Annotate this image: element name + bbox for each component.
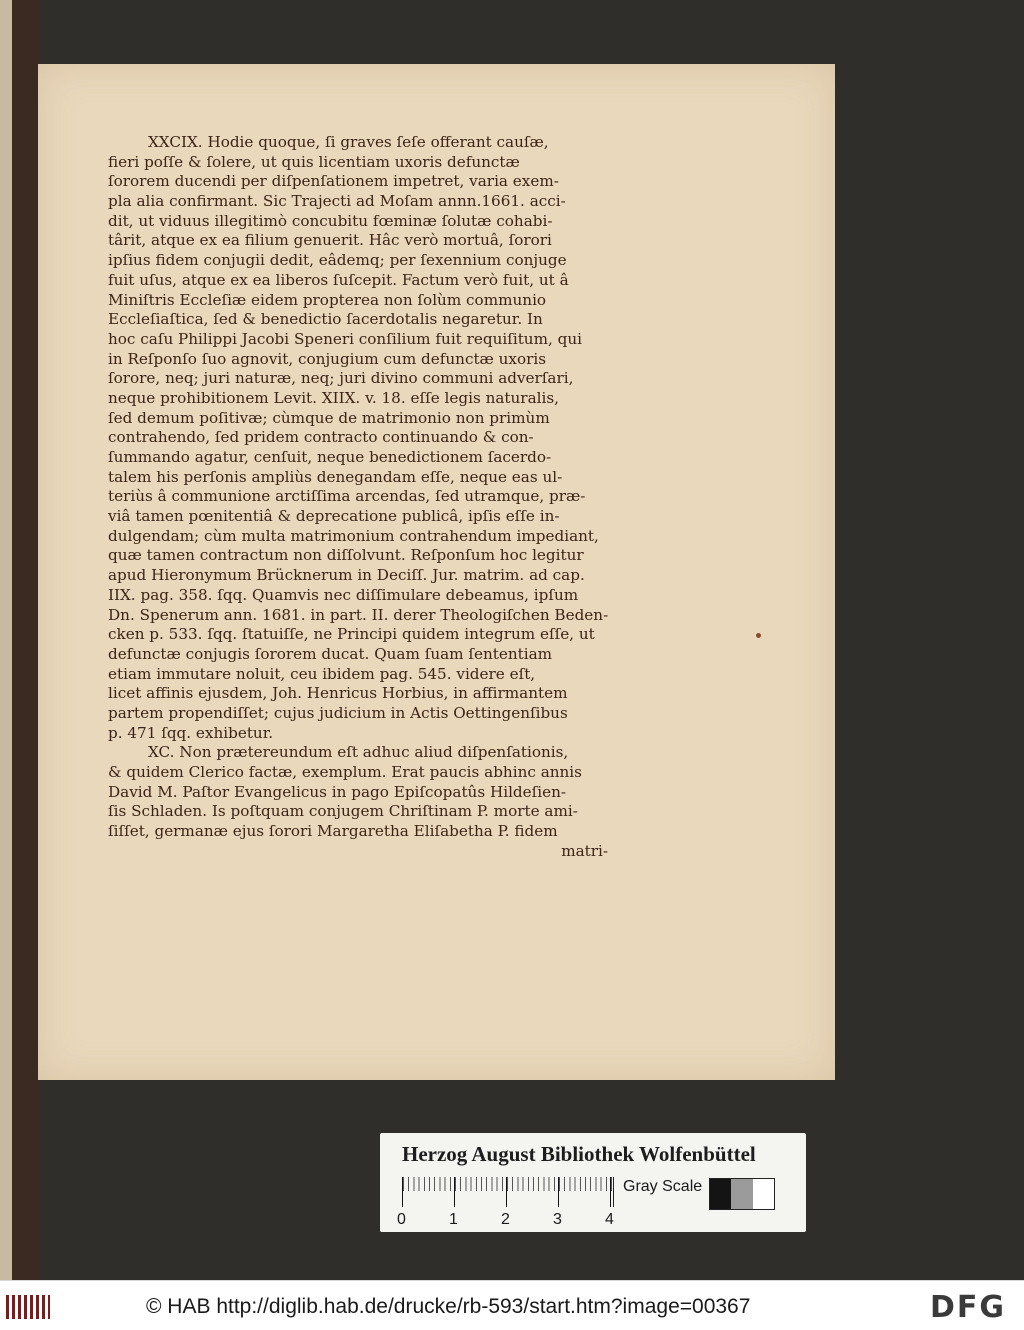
text-line: contrahendo, ſed pridem contracto continuando & con-: [108, 428, 534, 447]
ruler-tick-1: [454, 1177, 455, 1207]
gray-scale-label: Gray Scale: [623, 1178, 703, 1195]
text-line: Dn. Spenerum ann. 1681. in part. II. derer Theologiſchen Beden-: [108, 605, 608, 624]
text-line: neque prohibitionem Levit. XIIX. v. 18. eſſe legis naturalis,: [108, 388, 559, 407]
text-line: apud Hieronymum Brücknerum in Deciſſ. Jur. matrim. ad cap.: [108, 566, 585, 585]
ruler-number: 3: [553, 1211, 562, 1228]
library-name: Herzog August Bibliothek Wolfenbüttel: [402, 1142, 756, 1166]
ruler-ticks: [402, 1177, 614, 1207]
text-line: ſummando agatur, cenſuit, neque benedictionem ſacerdo-: [108, 448, 552, 466]
text-line: ipſius fidem conjugii dedit, eâdemq; per ſexennium conjuge: [108, 251, 567, 270]
text-line: David M. Paſtor Evangelicus in pago Epiſcopatûs Hildeſien-: [108, 782, 567, 801]
text-line: ſis Schladen. Is poſtquam conjugem Chriſtinam P. morte ami-: [108, 802, 578, 821]
ruler-scale: [397, 1177, 616, 1228]
text-line: matri-: [561, 841, 608, 860]
color-scale-card: [380, 1133, 806, 1232]
text-line: ſororem ducendi per diſpenſationem impetret, varia exem-: [108, 172, 559, 191]
gray-scale-swatches: [709, 1178, 775, 1210]
text-line: IIX. pag. 358. ſqq. Quamvis nec diſſimulare debeamus, ipſum: [108, 585, 579, 604]
adjacent-page-edge: [0, 0, 40, 1280]
ink-spot: [756, 633, 761, 638]
ruler-tick-0: [402, 1177, 403, 1207]
text-line: partem propendiſſet; cujus judicium in Actis Oettingenſibus: [108, 703, 568, 722]
ruler-tick-3: [558, 1177, 559, 1207]
barcode-icon: [6, 1295, 50, 1319]
text-line: hoc caſu Philippi Jacobi Speneri conſilium fuit requiſitum, qui: [108, 329, 582, 348]
page-text-block: [108, 133, 608, 861]
text-line: ſed demum poſitivæ; cùmque de matrimonio non primùm: [108, 408, 550, 427]
text-line: XXCIX. Hodie quoque, ſi graves ſeſe offerant cauſæ,: [148, 133, 549, 151]
text-line: in Reſponſo ſuo agnovit, conjugium cum defunctæ uxoris: [108, 349, 547, 368]
text-line: viâ tamen pœnitentiâ & deprecatione publicâ, ipſis eſſe in-: [108, 507, 560, 526]
text-line: talem his perſonis ampliùs denegandam eſſe, neque eas ul-: [108, 467, 563, 486]
text-line: pla alia confirmant. Sic Trajecti ad Moſam annn.1661. acci-: [108, 192, 566, 211]
ruler-number: 0: [397, 1211, 406, 1228]
text-line: ſiſſet, germanæ ejus ſorori Margaretha Eliſabetha P. fidem: [108, 822, 558, 841]
text-line: teriùs â communione arctiſſima arcendas, ſed utramque, præ-: [108, 487, 586, 506]
viewer-footer: [0, 1280, 1024, 1330]
text-line: ſorore, neq; juri naturæ, neq; juri divino communi adverſari,: [108, 369, 574, 388]
text-line: quæ tamen contractum non diſſolvunt. Reſponſum hoc legitur: [108, 546, 584, 565]
ruler-number: 2: [501, 1211, 510, 1228]
text-line: defunctæ conjugis ſororem ducat. Quam ſuam ſententiam: [108, 644, 553, 663]
text-line: dulgendam; cùm multa matrimonium contrahendum impediant,: [108, 526, 599, 545]
ruler-number: 1: [449, 1211, 458, 1228]
gray-swatch: [753, 1179, 774, 1209]
gray-swatch: [710, 1179, 731, 1209]
dfg-logo: DFG: [930, 1290, 1007, 1325]
gray-swatch: [731, 1179, 752, 1209]
ruler-tick-4: [610, 1177, 611, 1207]
text-line: XC. Non prætereundum eſt adhuc aliud diſpenſationis,: [148, 743, 569, 762]
ruler-number: 4: [605, 1211, 614, 1228]
text-line: Miniſtris Eccleſiæ eidem propterea non ſolùm communio: [108, 290, 547, 309]
text-line: Eccleſiaſtica, ſed & benedictio ſacerdotalis negaretur. In: [108, 310, 543, 329]
text-line: fieri poſſe & ſolere, ut quis licentiam uxoris defunctæ: [108, 152, 520, 171]
copyright-url[interactable]: © HAB http://diglib.hab.de/drucke/rb-593/start.htm?image=00367: [146, 1295, 751, 1318]
text-line: dit, ut viduus illegitimò concubitu fœminæ ſolutæ cohabi-: [108, 211, 553, 230]
text-line: cken p. 533. ſqq. ſtatuiſſe, ne Principi quidem integrum eſſe, ut: [108, 625, 595, 644]
text-line: p. 471 ſqq. exhibetur.: [108, 723, 274, 742]
text-line: târit, atque ex ea filium genuerit. Hâc verò mortuâ, ſorori: [108, 231, 552, 250]
ruler-tick-2: [506, 1177, 507, 1207]
text-line: etiam immutare noluit, ceu ibidem pag. 545. videre eſt,: [108, 664, 536, 683]
text-line: licet affinis ejusdem, Joh. Henricus Horbius, in affirmantem: [108, 684, 568, 703]
text-line: & quidem Clerico factæ, exemplum. Erat paucis abhinc annis: [108, 763, 582, 781]
text-line: fuit uſus, atque ex ea liberos ſuſcepit. Factum verò fuit, ut â: [108, 270, 569, 289]
